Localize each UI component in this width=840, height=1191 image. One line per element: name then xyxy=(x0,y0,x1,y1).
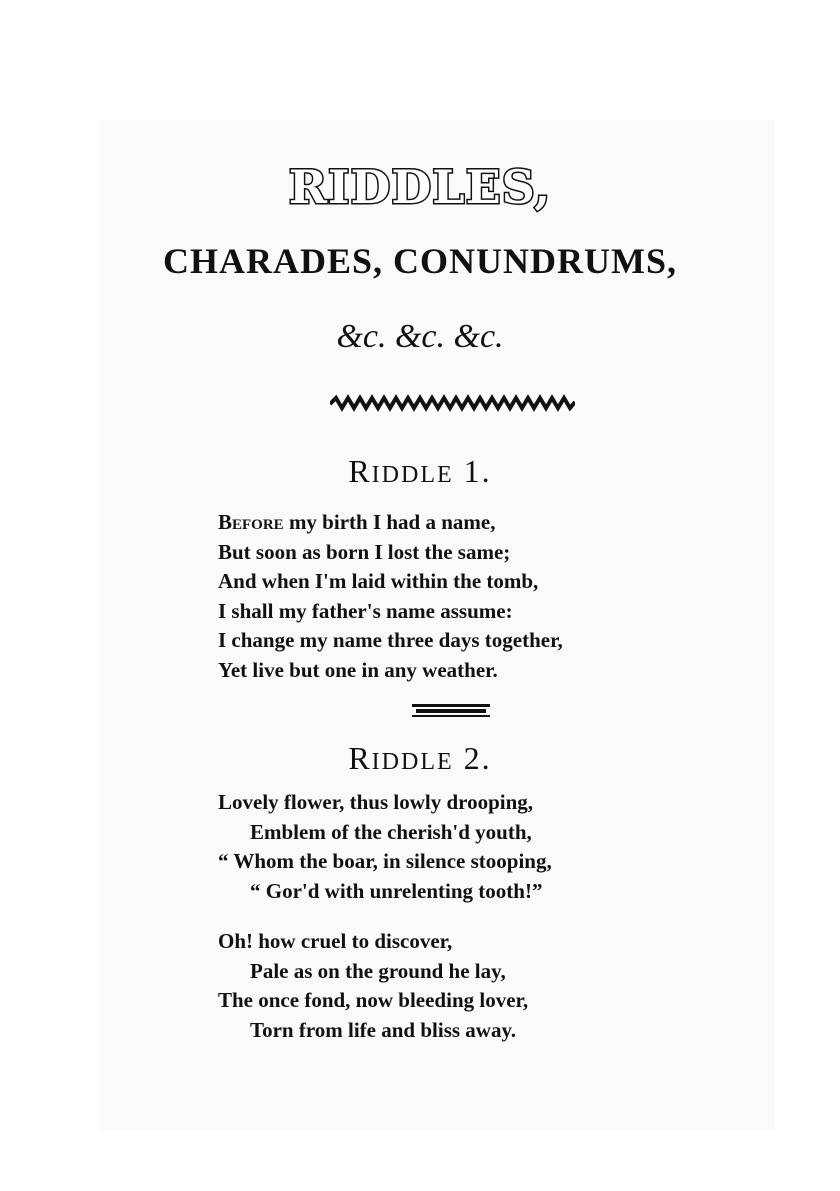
verse-line: Yet live but one in any weather. xyxy=(218,657,498,682)
verse-line: “ Whom the boar, in silence stooping, xyxy=(218,849,552,873)
verse-line-text: my birth I had a name, xyxy=(283,510,496,534)
verse-line: And when I'm laid within the tomb, xyxy=(218,569,539,593)
section-divider xyxy=(412,704,490,717)
verse-line: I shall my father's name assume: xyxy=(218,598,513,623)
riddle-1-number: 1. xyxy=(463,453,492,489)
verse-line: The once fond, now bleeding lover, xyxy=(218,988,529,1012)
riddle-1-title xyxy=(0,453,840,490)
page-title: RIDDLES, xyxy=(288,160,552,214)
etc-line: &c. &c. &c. xyxy=(336,318,504,355)
riddle-2-stanza-1 xyxy=(218,788,552,906)
verse-line: But soon as born I lost the same; xyxy=(218,539,511,564)
verse-line: “ Gor'd with unrelenting tooth!” xyxy=(250,878,543,903)
verse-lead-word: Before xyxy=(218,510,284,534)
riddle-1-verse xyxy=(218,508,563,685)
verse-line: Torn from life and bliss away. xyxy=(250,1017,517,1042)
verse-line: I change my name three days together, xyxy=(218,628,563,652)
page-subtitle: CHARADES, CONUNDRUMS, xyxy=(162,241,677,281)
riddle-2-title-initial: R xyxy=(348,740,372,776)
verse-line: Oh! how cruel to discover, xyxy=(218,929,453,953)
verse-line: Pale as on the ground he lay, xyxy=(250,958,506,983)
riddle-2-title-rest: IDDLE xyxy=(371,749,454,775)
riddle-1-title-rest: IDDLE xyxy=(371,462,454,488)
verse-line: Lovely flower, thus lowly drooping, xyxy=(218,790,534,814)
verse-line: Emblem of the cherish'd youth, xyxy=(250,819,532,844)
riddle-1-title-initial: R xyxy=(348,453,372,489)
riddle-2-stanza-2 xyxy=(218,927,528,1045)
zigzag-ornament xyxy=(330,394,575,414)
riddle-2-number: 2. xyxy=(463,740,492,776)
verse-line xyxy=(218,508,563,538)
riddle-2-title xyxy=(0,740,840,777)
